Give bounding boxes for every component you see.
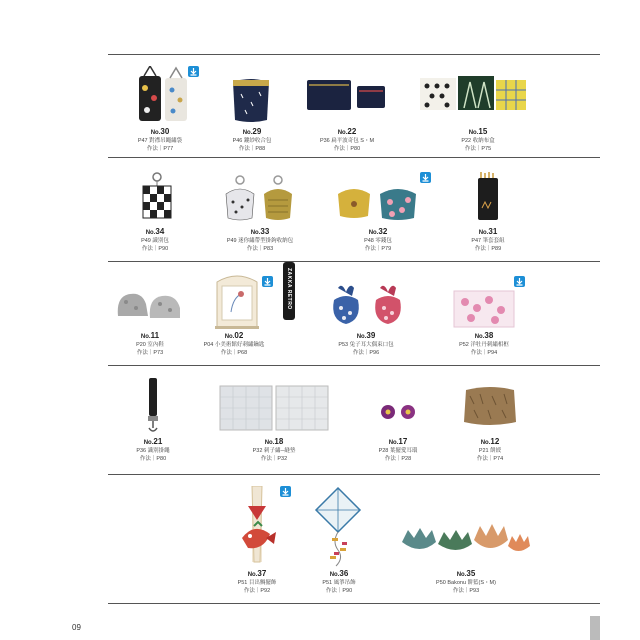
item-caption-17: No.17 P28 葉擺愛耳環 作法｜P28 [343,438,453,463]
item-number: No.35 [456,569,476,578]
item-caption-22: No.22 P36 扁平波奇包 S・M 作法｜P80 [292,128,402,153]
download-icon[interactable] [420,172,431,183]
item-caption-02: No.02 P04 小美術館好刺繡鑰匙 作法｜P68 [179,332,289,357]
item-image-31 [476,172,500,222]
item-number: No.38 [474,331,494,340]
item-image-22 [305,78,387,112]
item-image-32 [336,182,418,222]
item-caption-34: No.34 P49 識別包 作法｜P90 [100,228,210,253]
item-caption-21: No.21 P36 識別掛繩 作法｜P80 [98,438,208,463]
item-caption-35: No.35 P50 Bakonu 餅籃(S・M) 作法｜P93 [411,570,521,595]
item-number: No.36 [329,569,349,578]
item-number: No.31 [478,227,498,236]
item-caption-33: No.33 P49 迷你繡帶型掛鉤收納包 作法｜P83 [205,228,315,253]
item-number: No.02 [224,331,244,340]
item-number: No.39 [356,331,376,340]
item-number: No.11 [140,331,160,340]
item-image-30 [135,66,195,126]
item-caption-15: No.15 P22 收納布盒 作法｜P75 [423,128,533,153]
item-image-11 [114,282,184,322]
item-caption-30: No.30 P47 對襟吊繩繡袋 作法｜P77 [105,128,215,153]
item-image-02 [213,272,261,330]
item-number: No.37 [247,569,267,578]
item-caption-32: No.32 P48 零錢包 作法｜P79 [323,228,433,253]
item-image-17 [378,402,418,422]
item-number: No.17 [388,437,408,446]
item-number: No.33 [250,227,270,236]
item-caption-12: No.12 P21 餅綬 作法｜P74 [435,438,545,463]
item-caption-31: No.31 P47 筆套套組 作法｜P89 [433,228,543,253]
section-divider [108,365,600,366]
item-image-29 [229,76,273,124]
zakka-tag: ZAKKA RETRO [283,262,295,320]
item-number: No.21 [143,437,163,446]
item-caption-11: No.11 P20 室內鞋 作法｜P73 [95,332,205,357]
item-image-33 [222,174,298,222]
section-divider [108,157,600,158]
item-caption-39: No.39 P53 兔子耳大偶束口包 作法｜P96 [311,332,421,357]
item-number: No.29 [242,127,262,136]
download-icon[interactable] [514,276,525,287]
item-image-18 [218,384,330,432]
item-image-15 [418,74,528,112]
item-number: No.18 [264,437,284,446]
page-number: 09 [72,623,81,632]
item-caption-37: No.37 P51 目出鯛擺飾 作法｜P92 [202,570,312,595]
item-number: No.15 [468,127,488,136]
page-edge-tab [590,616,600,640]
item-image-36 [312,486,366,568]
item-caption-36: No.36 P51 風箏吊飾 作法｜P90 [284,570,394,595]
item-image-34 [140,172,174,220]
section-divider [108,54,600,55]
item-image-38 [453,290,515,328]
item-number: No.12 [480,437,500,446]
download-icon[interactable] [280,486,291,497]
section-divider [108,603,600,604]
item-caption-18: No.18 P32 刺子繡─縫墊 作法｜P32 [219,438,329,463]
item-caption-29: No.29 P46 鏤紗收合包 作法｜P88 [197,128,307,153]
section-divider [108,474,600,475]
item-image-39 [328,282,408,328]
item-caption-38: No.38 P52 洋牡丹刺繡相框 作法｜P94 [429,332,539,357]
item-number: No.32 [368,227,388,236]
item-number: No.22 [337,127,357,136]
item-number: No.30 [150,127,170,136]
item-image-21 [142,378,164,434]
download-icon[interactable] [262,276,273,287]
item-image-12 [460,384,520,428]
item-image-35 [400,524,530,558]
download-icon[interactable] [188,66,199,77]
item-number: No.34 [145,227,165,236]
item-image-37 [236,486,278,566]
section-divider [108,261,600,262]
